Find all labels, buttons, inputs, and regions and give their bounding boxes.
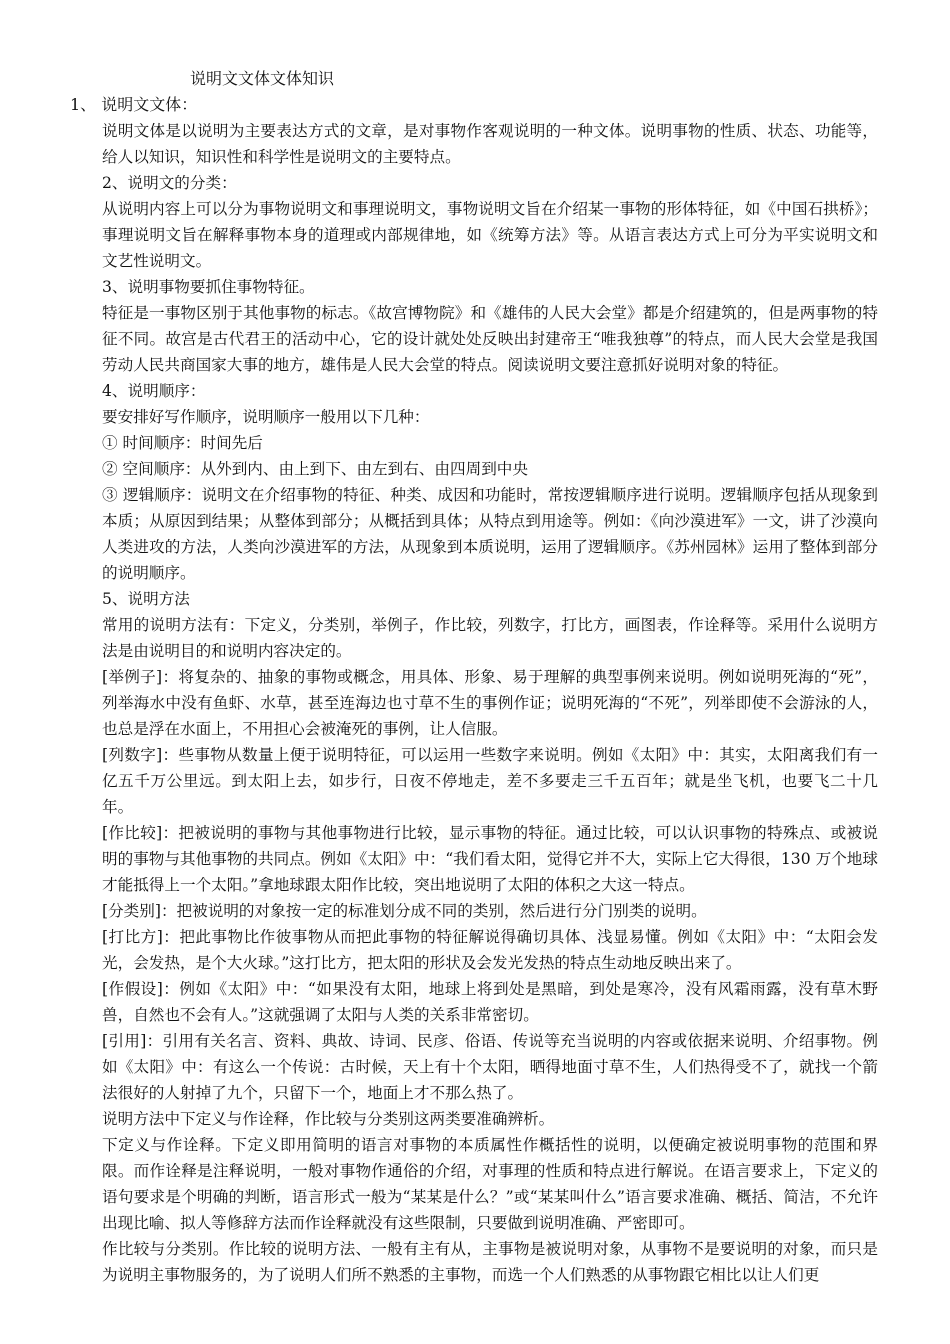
document-title: 说明文文体文体知识 [190, 69, 335, 88]
section-heading: 4、说明顺序： [102, 382, 206, 400]
list-item: ② 空间顺序：从外到内、由上到下、由左到右、由四周到中央 [102, 460, 528, 478]
paragraph: 说明文体是以说明为主要表达方式的文章，是对事物作客观说明的一种文体。说明事物的性质、状态、功能等，给人以知识，知识性和科学性是说明文的主要特点。 [102, 122, 878, 166]
paragraph: [作假设]：例如《太阳》中：“如果没有太阳，地球上将到处是黑暗，到处是寒冷，没有风霜雨露，没有草木野兽，自然也不会有人。”这就强调了太阳与人类的关系非常密切。 [102, 980, 878, 1024]
paragraph: 要安排好写作顺序，说明顺序一般用以下几种： [102, 408, 430, 426]
paragraph: 说明方法中下定义与作诠释，作比较与分类别这两类要准确辨析。 [102, 1110, 555, 1128]
section-heading: 3、说明事物要抓住事物特征。 [102, 278, 315, 296]
section-heading: 2、说明文的分类： [102, 174, 237, 192]
paragraph: [列数字]：些事物从数量上便于说明特征，可以运用一些数字来说明。例如《太阳》中：其实，太阳离我们有一亿五千万公里远。到太阳上去，如步行，日夜不停地走，差不多要走三千五百年；就是坐飞机，也要飞二十几年。 [102, 746, 878, 816]
list-item: ③ 逻辑顺序：说明文在介绍事物的特征、种类、成因和功能时，常按逻辑顺序进行说明。逻辑顺序包括从现象到本质；从原因到结果；从整体到部分；从概括到具体；从特点到用途等。例如：《向沙漠进军》一文，讲了沙漠向人类进攻的方法，人类向沙漠进军的方法，从现象到本质说明，运用了逻辑顺序。《苏州园林》运用了整体到部分的说明顺序。 [102, 486, 878, 582]
paragraph: 下定义与作诠释。下定义即用简明的语言对事物的本质属性作概括性的说明，以便确定被说明事物的范围和界限。而作诠释是注释说明，一般对事物作通俗的介绍，对事理的性质和特点进行解说。在语言要求上，下定义的语句要求是个明确的判断，语言形式一般为“某某是什么？”或“某某叫什么”语言要求准确、概括、简洁，不允许出现比喻、拟人等修辞方法而作诠释就没有这些限制，只要做到说明准确、严密即可。 [102, 1136, 878, 1232]
paragraph: 从说明内容上可以分为事物说明文和事理说明文，事物说明文旨在介绍某一事物的形体特征，如《中国石拱桥》；事理说明文旨在解释事物本身的道理或内部规律地，如《统筹方法》等。从语言表达方式上可分为平实说明文和文艺性说明文。 [102, 200, 878, 270]
paragraph: [引用]：引用有关名言、资料、典故、诗词、民彦、俗语、传说等充当说明的内容或依据来说明、介绍事物。例如《太阳》中：有这么一个传说：古时候，天上有十个太阳，晒得地面寸草不生，人们热得受不了，就找一个箭法很好的人射掉了九个，只留下一个，地面上才不那么热了。 [102, 1032, 878, 1102]
section-heading-1: 1、 说明文文体： [70, 95, 198, 114]
document-body [102, 118, 878, 1288]
list-item: ① 时间顺序：时间先后 [102, 434, 263, 452]
paragraph: [作比较]：把被说明的事物与其他事物进行比较，显示事物的特征。通过比较，可以认识事物的特殊点、或被说明的事物与其他事物的共同点。例如《太阳》中：“我们看太阳，觉得它并不大，实际上它大得很，130 万个地球才能抵得上一个太阳。”拿地球跟太阳作比较，突出地说明了太阳的体积之大这一特点。 [102, 824, 878, 894]
paragraph: 作比较与分类别。作比较的说明方法、一般有主有从，主事物是被说明对象，从事物不是要说明的对象，而只是为说明主事物服务的，为了说明人们所不熟悉的主事物，而选一个人们熟悉的从事物跟它相比以让人们更 [102, 1240, 878, 1284]
paragraph: [举例子]：将复杂的、抽象的事物或概念，用具体、形象、易于理解的典型事例来说明。例如说明死海的“死”，列举海水中没有鱼虾、水草，甚至连海边也寸草不生的事例作证；说明死海的“不死”，列举即使不会游泳的人，也总是浮在水面上，不用担心会被淹死的事例，让人信服。 [102, 668, 878, 738]
paragraph: [打比方]：把此事物比作彼事物从而把此事物的特征解说得确切具体、浅显易懂。例如《太阳》中：“太阳会发光，会发热，是个大火球。”这打比方，把太阳的形状及会发光发热的特点生动地反映出来了。 [102, 928, 878, 972]
paragraph: 常用的说明方法有：下定义，分类别，举例子，作比较，列数字，打比方，画图表，作诠释等。采用什么说明方法是由说明目的和说明内容决定的。 [102, 616, 878, 660]
paragraph: 特征是一事物区别于其他事物的标志。《故宫博物院》和《雄伟的人民大会堂》都是介绍建筑的，但是两事物的特征不同。故宫是古代君王的活动中心，它的设计就处处反映出封建帝王“唯我独尊”的特点，而人民大会堂是我国劳动人民共商国家大事的地方，雄伟是人民大会堂的特点。阅读说明文要注意抓好说明对象的特征。 [102, 304, 878, 374]
section-heading: 5、说明方法 [102, 590, 190, 608]
paragraph: [分类别]：把被说明的对象按一定的标准划分成不同的类别，然后进行分门别类的说明。 [102, 902, 707, 920]
